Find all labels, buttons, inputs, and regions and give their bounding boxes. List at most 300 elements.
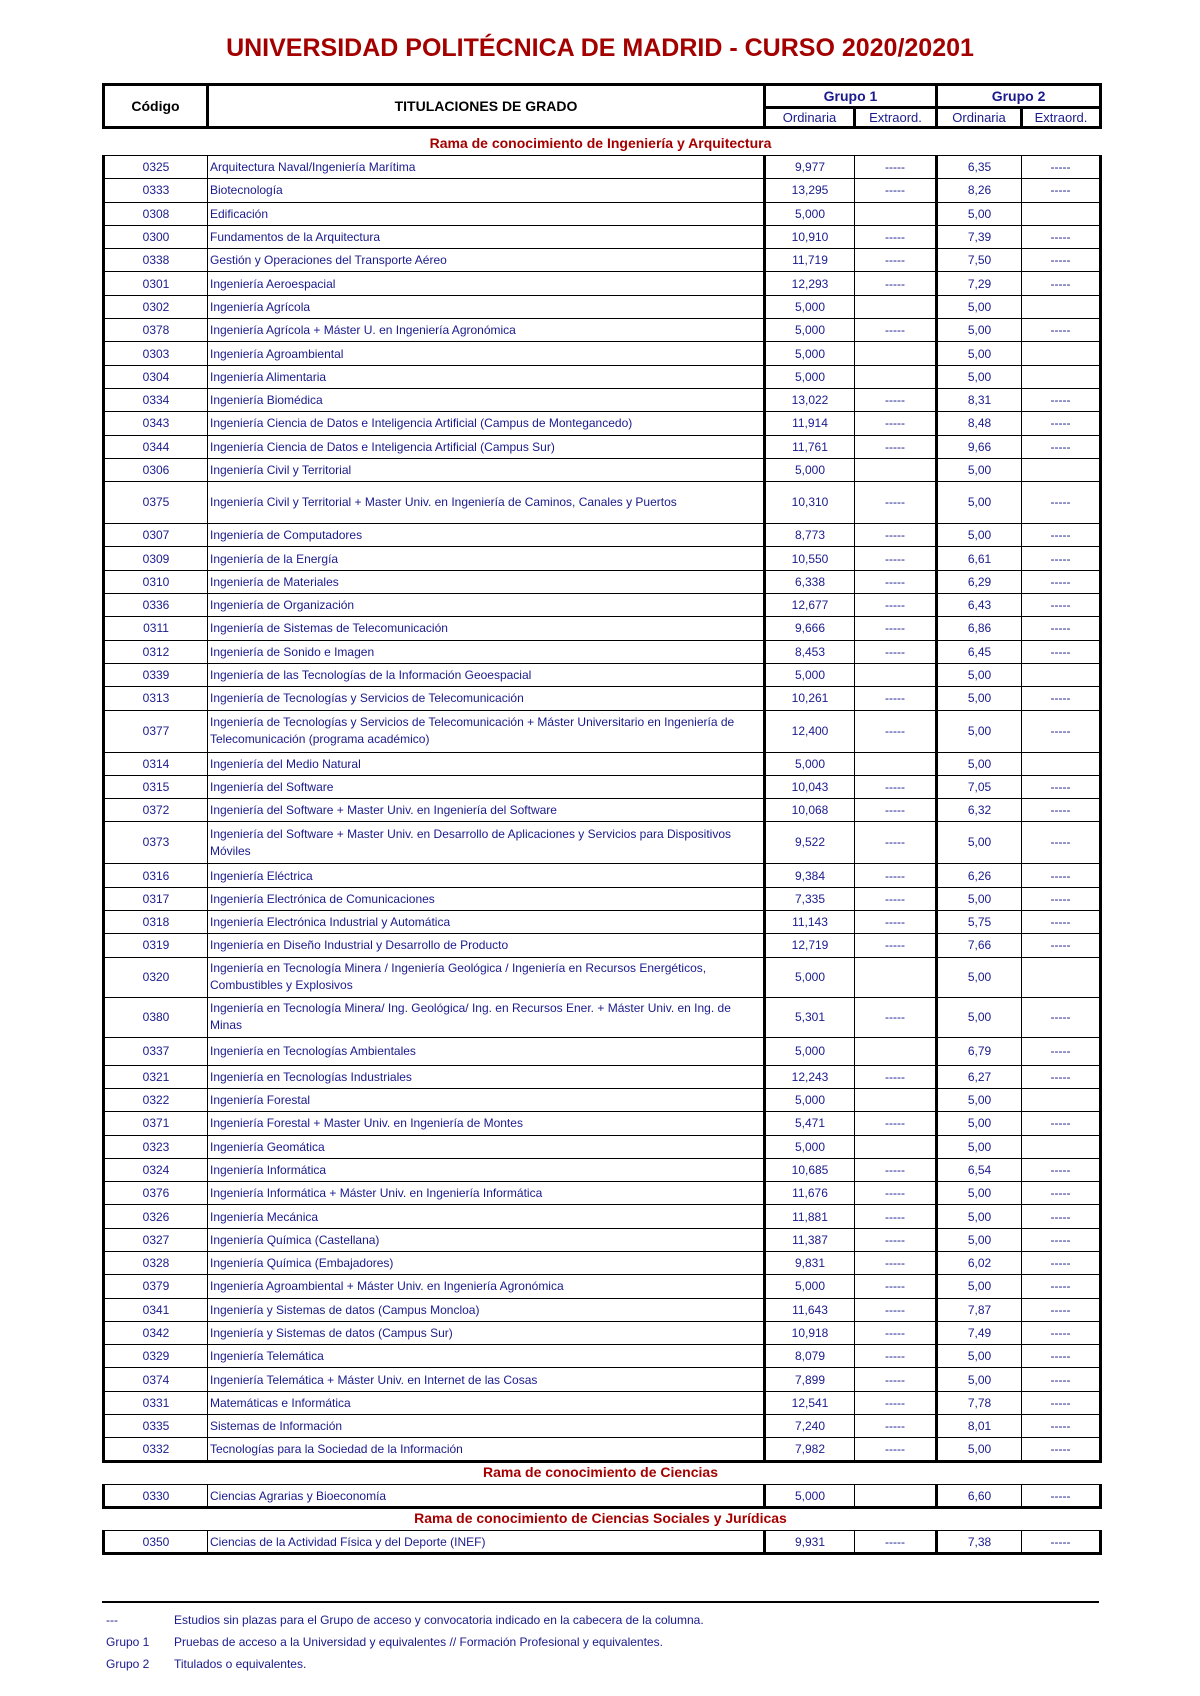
g2-ordinaria-cell: 6,61 [937, 547, 1022, 570]
table-row [104, 710, 1101, 752]
g2-extraord-cell: ----- [1022, 1112, 1101, 1135]
g2-extraord-cell: ----- [1022, 249, 1101, 272]
g1-ordinaria-cell: 5,000 [765, 1037, 855, 1065]
header-g1-ordinaria: Ordinaria [765, 108, 855, 128]
degree-name-cell: Ingeniería de Materiales [208, 570, 765, 593]
degree-name-cell: Edificación [208, 202, 765, 225]
g1-extraord-cell: ----- [855, 1275, 937, 1298]
g2-extraord-cell: ----- [1022, 1298, 1101, 1321]
g1-ordinaria-cell: 12,243 [765, 1065, 855, 1088]
footnote-1 [106, 1613, 704, 1627]
g1-ordinaria-cell: 5,000 [765, 1485, 855, 1508]
degree-name-cell: Ingeniería de Sonido e Imagen [208, 640, 765, 663]
g1-extraord-cell: ----- [855, 1228, 937, 1251]
g2-ordinaria-cell: 5,00 [937, 1112, 1022, 1135]
g2-ordinaria-cell: 5,00 [937, 710, 1022, 752]
g1-extraord-cell: ----- [855, 1321, 937, 1344]
code-cell: 0316 [104, 864, 208, 887]
g2-ordinaria-cell: 5,00 [937, 524, 1022, 547]
degree-name-cell: Gestión y Operaciones del Transporte Aéreo [208, 249, 765, 272]
g2-extraord-cell: ----- [1022, 887, 1101, 910]
g2-ordinaria-cell: 5,00 [937, 295, 1022, 318]
g1-ordinaria-cell: 9,384 [765, 864, 855, 887]
code-cell: 0339 [104, 663, 208, 686]
g2-ordinaria-cell: 5,00 [937, 1182, 1022, 1205]
table-row [104, 1182, 1101, 1205]
code-cell: 0341 [104, 1298, 208, 1321]
g2-extraord-cell: ----- [1022, 775, 1101, 798]
g2-ordinaria-cell: 5,00 [937, 1135, 1022, 1158]
g1-extraord-cell [855, 1037, 937, 1065]
g2-extraord-cell: ----- [1022, 997, 1101, 1037]
g1-ordinaria-cell: 8,079 [765, 1345, 855, 1368]
g1-extraord-cell: ----- [855, 1531, 937, 1554]
g1-ordinaria-cell: 11,881 [765, 1205, 855, 1228]
code-cell: 0338 [104, 249, 208, 272]
g2-ordinaria-cell: 8,01 [937, 1415, 1022, 1438]
g2-extraord-cell: ----- [1022, 412, 1101, 435]
g1-extraord-cell: ----- [855, 435, 937, 458]
g2-extraord-cell: ----- [1022, 1275, 1101, 1298]
table-row [104, 663, 1101, 686]
g2-extraord-cell [1022, 342, 1101, 365]
g1-ordinaria-cell: 13,022 [765, 388, 855, 411]
g2-ordinaria-cell: 5,00 [937, 202, 1022, 225]
degree-name-cell: Ingeniería Agrícola [208, 295, 765, 318]
g1-extraord-cell: ----- [855, 934, 937, 957]
g2-ordinaria-cell: 5,75 [937, 911, 1022, 934]
code-cell: 0380 [104, 997, 208, 1037]
g2-ordinaria-cell: 5,00 [937, 887, 1022, 910]
degree-name-cell: Ingeniería y Sistemas de datos (Campus Sur) [208, 1321, 765, 1344]
g1-extraord-cell: ----- [855, 570, 937, 593]
g2-ordinaria-cell: 5,00 [937, 1438, 1022, 1461]
g1-ordinaria-cell: 5,000 [765, 1088, 855, 1111]
g2-extraord-cell: ----- [1022, 570, 1101, 593]
g2-extraord-cell: ----- [1022, 225, 1101, 248]
code-cell: 0322 [104, 1088, 208, 1111]
table-row [104, 1037, 1101, 1065]
g2-ordinaria-cell: 6,60 [937, 1485, 1022, 1508]
g1-ordinaria-cell: 5,000 [765, 663, 855, 686]
table-row [104, 570, 1101, 593]
g2-extraord-cell: ----- [1022, 687, 1101, 710]
degree-name-cell: Ingeniería Agroambiental + Máster Univ. en Ingeniería Agronómica [208, 1275, 765, 1298]
degree-name-cell: Ingeniería de Sistemas de Telecomunicación [208, 617, 765, 640]
g1-ordinaria-cell: 9,831 [765, 1251, 855, 1274]
g2-extraord-cell: ----- [1022, 1182, 1101, 1205]
degree-name-cell: Ingeniería en Diseño Industrial y Desarrollo de Producto [208, 934, 765, 957]
degree-name-cell: Sistemas de Información [208, 1415, 765, 1438]
degree-name-cell: Ingeniería Eléctrica [208, 864, 765, 887]
code-cell: 0335 [104, 1415, 208, 1438]
g2-ordinaria-cell: 5,00 [937, 1368, 1022, 1391]
g2-ordinaria-cell: 7,39 [937, 225, 1022, 248]
g1-extraord-cell: ----- [855, 547, 937, 570]
code-cell: 0300 [104, 225, 208, 248]
degree-name-cell: Fundamentos de la Arquitectura [208, 225, 765, 248]
code-cell: 0371 [104, 1112, 208, 1135]
degree-name-cell: Ingeniería Electrónica de Comunicaciones [208, 887, 765, 910]
code-cell: 0317 [104, 887, 208, 910]
g1-extraord-cell: ----- [855, 1438, 937, 1461]
g1-ordinaria-cell: 5,000 [765, 752, 855, 775]
code-cell: 0310 [104, 570, 208, 593]
g2-ordinaria-cell: 6,02 [937, 1251, 1022, 1274]
g2-extraord-cell: ----- [1022, 1321, 1101, 1344]
code-cell: 0372 [104, 799, 208, 822]
header-g2-extraord: Extraord. [1022, 108, 1101, 128]
g1-extraord-cell: ----- [855, 1391, 937, 1414]
code-cell: 0309 [104, 547, 208, 570]
g2-ordinaria-cell: 7,38 [937, 1531, 1022, 1554]
degree-name-cell: Ingeniería Ciencia de Datos e Inteligencia Artificial (Campus Sur) [208, 435, 765, 458]
g2-ordinaria-cell: 6,43 [937, 594, 1022, 617]
degree-name-cell: Ingeniería del Software + Master Univ. en Ingeniería del Software [208, 799, 765, 822]
g2-extraord-cell: ----- [1022, 1415, 1101, 1438]
degree-name-cell: Ingeniería de Tecnologías y Servicios de Telecomunicación + Máster Universitario en Ingeniería de Telecomunicación (programa académico) [208, 710, 765, 752]
g2-extraord-cell: ----- [1022, 1368, 1101, 1391]
g1-ordinaria-cell: 11,643 [765, 1298, 855, 1321]
g2-ordinaria-cell: 6,86 [937, 617, 1022, 640]
g1-extraord-cell: ----- [855, 1415, 937, 1438]
g1-extraord-cell [855, 1485, 937, 1508]
footnote-key: Grupo 1 [106, 1635, 150, 1649]
table-row [104, 1415, 1101, 1438]
code-cell: 0318 [104, 911, 208, 934]
g2-ordinaria-cell: 7,05 [937, 775, 1022, 798]
g1-ordinaria-cell: 11,387 [765, 1228, 855, 1251]
code-cell: 0304 [104, 365, 208, 388]
g1-extraord-cell: ----- [855, 524, 937, 547]
g1-ordinaria-cell: 9,666 [765, 617, 855, 640]
code-cell: 0307 [104, 524, 208, 547]
code-cell: 0319 [104, 934, 208, 957]
code-cell: 0350 [104, 1531, 208, 1554]
table-row [104, 1531, 1101, 1554]
table-row [104, 822, 1101, 864]
code-cell: 0374 [104, 1368, 208, 1391]
g1-ordinaria-cell: 5,000 [765, 295, 855, 318]
g1-ordinaria-cell: 9,522 [765, 822, 855, 864]
code-cell: 0334 [104, 388, 208, 411]
g1-extraord-cell: ----- [855, 319, 937, 342]
code-cell: 0342 [104, 1321, 208, 1344]
code-cell: 0315 [104, 775, 208, 798]
g1-extraord-cell: ----- [855, 1368, 937, 1391]
g1-extraord-cell [855, 1088, 937, 1111]
section-table [102, 155, 1102, 1463]
g1-ordinaria-cell: 10,685 [765, 1158, 855, 1181]
footnote-3 [106, 1657, 306, 1671]
header-codigo: Código [104, 85, 208, 128]
g1-extraord-cell: ----- [855, 1112, 937, 1135]
degree-name-cell: Ingeniería de Organización [208, 594, 765, 617]
g2-extraord-cell: ----- [1022, 272, 1101, 295]
g1-extraord-cell: ----- [855, 799, 937, 822]
degree-name-cell: Ingeniería Biomédica [208, 388, 765, 411]
g1-ordinaria-cell: 12,400 [765, 710, 855, 752]
table-row [104, 799, 1101, 822]
section-title: Rama de conocimiento de Ciencias Sociales y Jurídicas [414, 1510, 787, 1526]
table-row [104, 249, 1101, 272]
code-cell: 0376 [104, 1182, 208, 1205]
table-row [104, 435, 1101, 458]
g1-ordinaria-cell: 12,719 [765, 934, 855, 957]
code-cell: 0336 [104, 594, 208, 617]
g2-ordinaria-cell: 7,66 [937, 934, 1022, 957]
degree-name-cell: Ingeniería Aeroespacial [208, 272, 765, 295]
g1-extraord-cell: ----- [855, 1298, 937, 1321]
degree-name-cell: Ciencias de la Actividad Física y del Deporte (INEF) [208, 1531, 765, 1554]
header-titulaciones: TITULACIONES DE GRADO [208, 85, 765, 128]
g2-extraord-cell: ----- [1022, 1251, 1101, 1274]
g2-extraord-cell: ----- [1022, 864, 1101, 887]
g2-ordinaria-cell: 5,00 [937, 822, 1022, 864]
g2-ordinaria-cell: 5,00 [937, 342, 1022, 365]
degree-name-cell: Ingeniería Electrónica Industrial y Automática [208, 911, 765, 934]
table-row [104, 687, 1101, 710]
code-cell: 0312 [104, 640, 208, 663]
g1-ordinaria-cell: 5,000 [765, 202, 855, 225]
table-row [104, 319, 1101, 342]
table-row [104, 1298, 1101, 1321]
table-row [104, 524, 1101, 547]
degree-name-cell: Ingeniería y Sistemas de datos (Campus Moncloa) [208, 1298, 765, 1321]
g1-ordinaria-cell: 5,000 [765, 1135, 855, 1158]
g2-extraord-cell [1022, 752, 1101, 775]
g2-extraord-cell: ----- [1022, 710, 1101, 752]
code-cell: 0378 [104, 319, 208, 342]
g1-ordinaria-cell: 13,295 [765, 179, 855, 202]
degree-name-cell: Ingeniería Forestal + Master Univ. en Ingeniería de Montes [208, 1112, 765, 1135]
g1-extraord-cell: ----- [855, 1251, 937, 1274]
g2-ordinaria-cell: 7,49 [937, 1321, 1022, 1344]
section-table [102, 1530, 1102, 1555]
g1-extraord-cell [855, 295, 937, 318]
g2-extraord-cell: ----- [1022, 1391, 1101, 1414]
g1-extraord-cell: ----- [855, 1158, 937, 1181]
degree-name-cell: Ingeniería de las Tecnologías de la Información Geoespacial [208, 663, 765, 686]
g2-ordinaria-cell: 5,00 [937, 1345, 1022, 1368]
degree-name-cell: Tecnologías para la Sociedad de la Información [208, 1438, 765, 1461]
g1-ordinaria-cell: 10,261 [765, 687, 855, 710]
g2-ordinaria-cell: 5,00 [937, 1205, 1022, 1228]
g1-extraord-cell: ----- [855, 594, 937, 617]
g2-ordinaria-cell: 5,00 [937, 1275, 1022, 1298]
table-row [104, 412, 1101, 435]
g1-ordinaria-cell: 12,541 [765, 1391, 855, 1414]
g1-ordinaria-cell: 11,676 [765, 1182, 855, 1205]
degree-name-cell: Ingeniería del Medio Natural [208, 752, 765, 775]
g2-extraord-cell: ----- [1022, 594, 1101, 617]
degree-name-cell: Ingeniería Geomática [208, 1135, 765, 1158]
header-g2-ordinaria: Ordinaria [937, 108, 1022, 128]
g2-extraord-cell: ----- [1022, 1205, 1101, 1228]
code-cell: 0314 [104, 752, 208, 775]
g2-ordinaria-cell: 6,29 [937, 570, 1022, 593]
g2-extraord-cell: ----- [1022, 388, 1101, 411]
code-cell: 0333 [104, 179, 208, 202]
g1-extraord-cell: ----- [855, 1205, 937, 1228]
g2-ordinaria-cell: 7,78 [937, 1391, 1022, 1414]
page-title: UNIVERSIDAD POLITÉCNICA DE MADRID - CURSO 2020/20201 [226, 34, 974, 62]
g2-ordinaria-cell: 5,00 [937, 458, 1022, 481]
g1-ordinaria-cell: 8,773 [765, 524, 855, 547]
table-row [104, 1368, 1101, 1391]
code-cell: 0375 [104, 482, 208, 524]
footnote-text: Pruebas de acceso a la Universidad y equivalentes // Formación Profesional y equivalentes. [174, 1635, 663, 1649]
g1-extraord-cell: ----- [855, 775, 937, 798]
code-cell: 0313 [104, 687, 208, 710]
g1-ordinaria-cell: 11,143 [765, 911, 855, 934]
degree-name-cell: Ingeniería Ciencia de Datos e Inteligencia Artificial (Campus de Montegancedo) [208, 412, 765, 435]
table-row [104, 1275, 1101, 1298]
footnote-2 [106, 1635, 663, 1649]
g2-extraord-cell: ----- [1022, 1531, 1101, 1554]
table-row [104, 156, 1101, 179]
degree-name-cell: Ingeniería en Tecnología Minera/ Ing. Geológica/ Ing. en Recursos Ener. + Máster Univ. en Ing. de Minas [208, 997, 765, 1037]
g1-extraord-cell [855, 1135, 937, 1158]
table-row [104, 887, 1101, 910]
table-row [104, 365, 1101, 388]
code-cell: 0373 [104, 822, 208, 864]
header-grupo1: Grupo 1 [765, 85, 937, 108]
table-row [104, 1485, 1101, 1508]
g1-extraord-cell: ----- [855, 272, 937, 295]
g1-ordinaria-cell: 10,310 [765, 482, 855, 524]
g1-ordinaria-cell: 5,000 [765, 458, 855, 481]
table-row [104, 1438, 1101, 1461]
table-row [104, 179, 1101, 202]
footnote-text: Titulados o equivalentes. [174, 1657, 307, 1671]
g1-ordinaria-cell: 7,335 [765, 887, 855, 910]
table-row [104, 1088, 1101, 1111]
g2-extraord-cell: ----- [1022, 1037, 1101, 1065]
g2-ordinaria-cell: 7,50 [937, 249, 1022, 272]
g1-extraord-cell: ----- [855, 864, 937, 887]
table-row [104, 1065, 1101, 1088]
g2-extraord-cell: ----- [1022, 319, 1101, 342]
degree-name-cell: Ingeniería Informática [208, 1158, 765, 1181]
g1-ordinaria-cell: 5,000 [765, 342, 855, 365]
header-g1-extraord: Extraord. [855, 108, 937, 128]
code-cell: 0332 [104, 1438, 208, 1461]
g1-ordinaria-cell: 11,914 [765, 412, 855, 435]
table-row [104, 594, 1101, 617]
g1-ordinaria-cell: 12,293 [765, 272, 855, 295]
g2-ordinaria-cell: 5,00 [937, 663, 1022, 686]
g1-extraord-cell [855, 342, 937, 365]
table-row [104, 1251, 1101, 1274]
g2-ordinaria-cell: 5,00 [937, 752, 1022, 775]
g1-extraord-cell: ----- [855, 388, 937, 411]
degree-name-cell: Ingeniería Telemática [208, 1345, 765, 1368]
g1-extraord-cell: ----- [855, 225, 937, 248]
g1-extraord-cell [855, 365, 937, 388]
g2-ordinaria-cell: 9,66 [937, 435, 1022, 458]
g2-ordinaria-cell: 7,29 [937, 272, 1022, 295]
degree-name-cell: Ingeniería de Tecnologías y Servicios de Telecomunicación [208, 687, 765, 710]
g1-ordinaria-cell: 10,918 [765, 1321, 855, 1344]
table-row [104, 225, 1101, 248]
g2-ordinaria-cell: 7,87 [937, 1298, 1022, 1321]
g1-ordinaria-cell: 5,471 [765, 1112, 855, 1135]
table-row [104, 1345, 1101, 1368]
g1-extraord-cell: ----- [855, 179, 937, 202]
code-cell: 0301 [104, 272, 208, 295]
g2-ordinaria-cell: 6,26 [937, 864, 1022, 887]
g1-ordinaria-cell: 5,301 [765, 997, 855, 1037]
code-cell: 0323 [104, 1135, 208, 1158]
g2-ordinaria-cell: 5,00 [937, 1088, 1022, 1111]
g1-ordinaria-cell: 7,240 [765, 1415, 855, 1438]
code-cell: 0308 [104, 202, 208, 225]
g1-extraord-cell: ----- [855, 710, 937, 752]
g1-extraord-cell: ----- [855, 617, 937, 640]
g2-extraord-cell [1022, 957, 1101, 997]
g1-ordinaria-cell: 9,977 [765, 156, 855, 179]
degree-name-cell: Ingeniería Agroambiental [208, 342, 765, 365]
g1-extraord-cell: ----- [855, 249, 937, 272]
g2-extraord-cell: ----- [1022, 1228, 1101, 1251]
footnote-key: --- [106, 1613, 118, 1627]
code-cell: 0329 [104, 1345, 208, 1368]
header-grupo2: Grupo 2 [937, 85, 1101, 108]
g1-ordinaria-cell: 11,761 [765, 435, 855, 458]
g1-ordinaria-cell: 10,043 [765, 775, 855, 798]
degree-name-cell: Ingeniería en Tecnologías Ambientales [208, 1037, 765, 1065]
g2-extraord-cell: ----- [1022, 435, 1101, 458]
g2-ordinaria-cell: 5,00 [937, 365, 1022, 388]
g1-ordinaria-cell: 7,899 [765, 1368, 855, 1391]
code-cell: 0306 [104, 458, 208, 481]
g2-extraord-cell [1022, 1135, 1101, 1158]
footnote-key: Grupo 2 [106, 1657, 150, 1671]
g2-ordinaria-cell: 5,00 [937, 997, 1022, 1037]
degree-name-cell: Ingeniería Civil y Territorial [208, 458, 765, 481]
table-row [104, 1391, 1101, 1414]
code-cell: 0311 [104, 617, 208, 640]
g1-ordinaria-cell: 6,338 [765, 570, 855, 593]
g1-extraord-cell: ----- [855, 997, 937, 1037]
g1-extraord-cell: ----- [855, 911, 937, 934]
g2-extraord-cell [1022, 663, 1101, 686]
g1-extraord-cell: ----- [855, 1182, 937, 1205]
code-cell: 0328 [104, 1251, 208, 1274]
g2-extraord-cell: ----- [1022, 1158, 1101, 1181]
g1-extraord-cell: ----- [855, 156, 937, 179]
degree-name-cell: Ingeniería Forestal [208, 1088, 765, 1111]
g1-ordinaria-cell: 12,677 [765, 594, 855, 617]
g2-extraord-cell: ----- [1022, 799, 1101, 822]
g2-extraord-cell: ----- [1022, 156, 1101, 179]
degree-name-cell: Ingeniería Telemática + Máster Univ. en Internet de las Cosas [208, 1368, 765, 1391]
code-cell: 0324 [104, 1158, 208, 1181]
degree-name-cell: Ingeniería Química (Embajadores) [208, 1251, 765, 1274]
g1-ordinaria-cell: 7,982 [765, 1438, 855, 1461]
degree-name-cell: Ingeniería del Software [208, 775, 765, 798]
table-row [104, 957, 1101, 997]
code-cell: 0320 [104, 957, 208, 997]
table-row [104, 482, 1101, 524]
table-row [104, 272, 1101, 295]
g2-extraord-cell [1022, 202, 1101, 225]
table-row [104, 1205, 1101, 1228]
g2-ordinaria-cell: 5,00 [937, 687, 1022, 710]
g1-extraord-cell: ----- [855, 822, 937, 864]
code-cell: 0303 [104, 342, 208, 365]
